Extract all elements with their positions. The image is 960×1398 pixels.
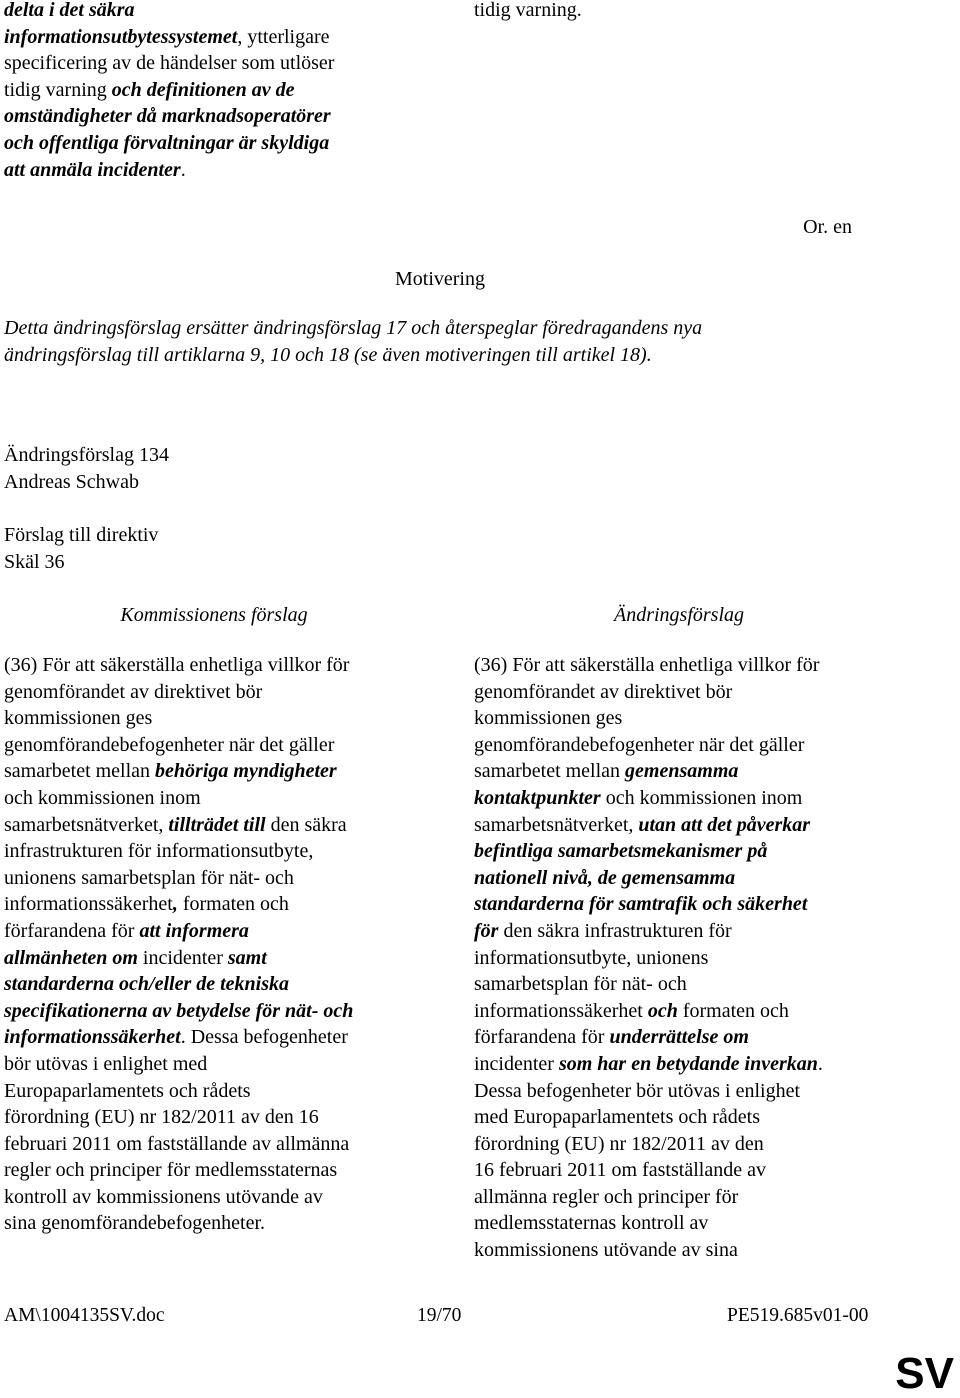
text-line (474, 1078, 914, 1105)
text-run: incidenter (137, 946, 228, 969)
text-run: genomförandet av direktivet bör (474, 680, 733, 703)
text-run: delta i det säkra (4, 0, 135, 21)
amendment-author: Andreas Schwab (4, 471, 139, 493)
text-run: samarbetsnätverket, (474, 813, 639, 836)
footer-pe-reference: PE519.685v01-00 (727, 1305, 869, 1326)
text-line (474, 865, 914, 892)
text-line (4, 103, 424, 130)
text-line (474, 652, 914, 679)
motivation-heading: Motivering (395, 268, 485, 290)
language-code: SV (895, 1349, 954, 1398)
text-run: specificering av de händelser som utlöser (4, 52, 335, 75)
text-run: förordning (EU) nr 182/2011 av den (474, 1132, 764, 1155)
text-run: kommissionens utövande av sina (474, 1239, 738, 1262)
text-run: gemensamma (625, 760, 739, 783)
text-run: och (647, 999, 678, 1022)
text-line (4, 50, 424, 77)
text-line (4, 679, 424, 706)
text-run: unionens samarbetsplan för nät- och (4, 866, 294, 889)
text-line (4, 1210, 424, 1237)
text-line (474, 758, 914, 785)
text-run: , ytterligare (237, 25, 330, 48)
text-run: . Dessa befogenheter (180, 1026, 348, 1049)
text-run: informationssäkerhet (4, 893, 173, 916)
text-line (474, 732, 914, 759)
text-line (4, 945, 424, 972)
text-run: samarbetsnätverket, (4, 813, 169, 836)
text-line (474, 891, 914, 918)
text-run: och offentliga förvaltningar är skyldiga (4, 131, 330, 154)
text-run: standarderna för samtrafik och säkerhet (474, 893, 808, 916)
text-run: regler och principer för medlemsstaternas (4, 1159, 338, 1182)
motivation-line: Detta ändringsförslag ersätter ändringsförslag 17 och återspeglar föredragandens nya (4, 317, 703, 339)
text-line (4, 758, 424, 785)
text-line (474, 1157, 914, 1184)
text-line (474, 812, 914, 839)
text-run: , (172, 893, 178, 916)
text-run: kommissionen ges (474, 707, 623, 730)
text-run: för (474, 919, 499, 942)
text-run: förordning (EU) nr 182/2011 av den 16 (4, 1106, 319, 1129)
previous-left-column (4, 0, 424, 183)
footer-document-reference: AM\1004135SV.doc (4, 1305, 165, 1326)
text-run: (36) För att säkerställa enhetliga villkor för (4, 654, 350, 676)
text-line (474, 1051, 914, 1078)
text-line (4, 1131, 424, 1158)
text-line (4, 812, 424, 839)
text-line (4, 0, 424, 24)
text-line (4, 918, 424, 945)
text-run: allmänheten om (4, 946, 138, 969)
amendment-header (4, 442, 169, 496)
text-line (4, 157, 424, 184)
text-run: samarbetet mellan (474, 760, 626, 783)
text-run: tidig varning. (474, 0, 582, 21)
text-run: informationsutbytessystemet (4, 25, 238, 48)
text-line (474, 1210, 914, 1237)
text-run: informationssäkerhet (4, 1026, 181, 1049)
proposal-reference (4, 522, 158, 576)
text-run: tidig varning (4, 78, 112, 101)
text-run: och definitionen av de (111, 78, 295, 101)
text-run: februari 2011 om fastställande av allmänna (4, 1132, 350, 1155)
text-line (474, 945, 914, 972)
text-run: kontaktpunkter (474, 786, 601, 809)
text-line (4, 652, 424, 679)
text-line (4, 1078, 424, 1105)
amendment-text-heading: Ändringsförslag (613, 604, 745, 626)
text-run: allmänna regler och principer för (474, 1185, 739, 1208)
text-run: informationsutbyte, unionens (474, 946, 709, 969)
text-run: att anmäla incidenter (4, 158, 181, 181)
previous-right-column (474, 0, 914, 24)
commission-text-heading: Kommissionens förslag (120, 604, 308, 626)
text-run: kommissionen ges (4, 707, 153, 730)
text-line (474, 1024, 914, 1051)
text-line (4, 971, 424, 998)
text-run: formaten och (677, 999, 789, 1022)
original-language: Or. en (803, 216, 852, 238)
text-run: Dessa befogenheter bör utövas i enlighet (474, 1079, 801, 1102)
text-run: incidenter (474, 1052, 559, 1075)
text-line (474, 918, 914, 945)
text-run: . (817, 1052, 823, 1075)
text-line (4, 1184, 424, 1211)
text-run: med Europaparlamentets och rådets (474, 1106, 760, 1129)
text-line (4, 1104, 424, 1131)
text-run: . (180, 158, 186, 181)
text-run: förfarandena för (4, 919, 140, 942)
amendment-number: Ändringsförslag 134 (4, 444, 169, 466)
text-run: att informera (139, 919, 249, 942)
text-line (4, 1157, 424, 1184)
text-run: medlemsstaternas kontroll av (474, 1212, 709, 1235)
text-line (4, 838, 424, 865)
text-run: den säkra (265, 813, 347, 836)
text-line (4, 1051, 424, 1078)
text-run: och kommissionen inom (4, 786, 201, 809)
text-line (4, 891, 424, 918)
text-line (474, 679, 914, 706)
text-run: genomförandebefogenheter när det gäller (474, 733, 805, 756)
footer-page-number: 19/70 (417, 1305, 462, 1326)
text-run: som har en betydande inverkan (558, 1052, 818, 1075)
motivation-line: ändringsförslag till artiklarna 9, 10 och 18 (se även motiveringen till artikel 18). (4, 343, 652, 366)
text-run: specifikationerna av betydelse för nät- och (4, 999, 354, 1022)
text-line (474, 705, 914, 732)
text-run: den säkra infrastrukturen för (498, 919, 732, 942)
text-line (4, 130, 424, 157)
text-line (474, 785, 914, 812)
text-run: informationssäkerhet (474, 999, 648, 1022)
text-run: sina genomförandebefogenheter. (4, 1212, 266, 1235)
text-run: och kommissionen inom (600, 786, 803, 809)
text-line (474, 1104, 914, 1131)
text-run: utan att det påverkar (638, 813, 811, 836)
text-line (4, 1024, 424, 1051)
text-run: formaten och (177, 893, 289, 916)
amendment-text-column (474, 652, 914, 1264)
text-line (474, 971, 914, 998)
text-run: (36) För att säkerställa enhetliga villkor för (474, 654, 820, 676)
text-line (4, 705, 424, 732)
text-run: 16 februari 2011 om fastställande av (474, 1159, 766, 1182)
text-line (4, 865, 424, 892)
text-line (474, 1184, 914, 1211)
text-line (474, 1237, 914, 1264)
text-run: bör utövas i enlighet med (4, 1052, 208, 1075)
text-line (474, 0, 914, 24)
text-line (4, 998, 424, 1025)
text-line (4, 24, 424, 51)
text-run: Europaparlamentets och rådets (4, 1079, 251, 1102)
text-run: omständigheter då marknadsoperatörer (4, 105, 331, 128)
text-line (4, 77, 424, 104)
text-run: genomförandet av direktivet bör (4, 680, 263, 703)
text-line (474, 998, 914, 1025)
text-run: förfarandena för (474, 1026, 610, 1049)
proposal-type: Förslag till direktiv (4, 524, 159, 546)
text-run: tillträdet till (168, 813, 266, 836)
recital-reference: Skäl 36 (4, 551, 65, 573)
text-run: underrättelse om (609, 1026, 749, 1049)
commission-text-column (4, 652, 424, 1237)
text-run: samarbetsplan för nät- och (474, 973, 687, 996)
text-line (4, 732, 424, 759)
text-run: samt (227, 946, 267, 969)
text-run: standarderna och/eller de tekniska (4, 973, 290, 996)
text-line (474, 838, 914, 865)
text-run: kontroll av kommissionens utövande av (4, 1185, 323, 1208)
text-run: nationell nivå, de gemensamma (474, 866, 736, 889)
text-run: infrastrukturen för informationsutbyte, (4, 840, 314, 863)
text-line (4, 785, 424, 812)
text-run: behöriga myndigheter (155, 760, 337, 783)
text-line (474, 1131, 914, 1158)
text-run: samarbetet mellan (4, 760, 156, 783)
motivation-text (4, 315, 904, 368)
text-run: befintliga samarbetsmekanismer på (474, 840, 768, 863)
text-run: genomförandebefogenheter när det gäller (4, 733, 335, 756)
